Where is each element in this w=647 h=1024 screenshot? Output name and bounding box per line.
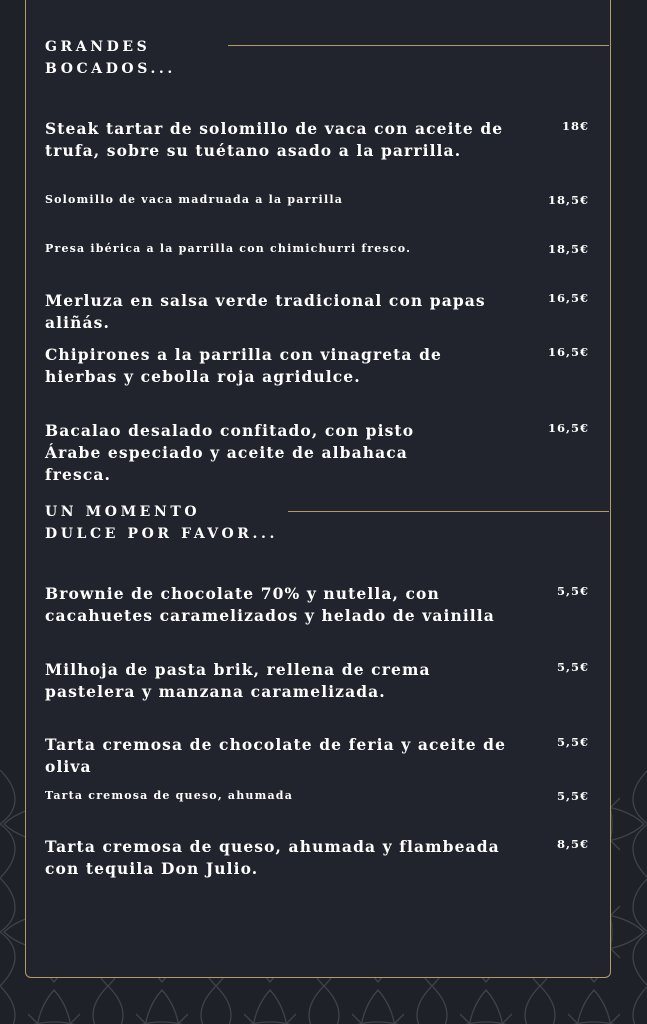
section-divider: [288, 511, 609, 512]
menu-item-name: Milhoja de pasta brik, rellena de crema pastelera y manzana caramelizada.: [45, 660, 431, 701]
menu-item-name: Merluza en salsa verde tradicional con papas aliñás.: [45, 291, 486, 332]
section-title-grandes-bocados: [45, 36, 176, 80]
section-title-line: BOCADOS...: [45, 61, 176, 77]
section-title-line: DULCE POR FAVOR...: [45, 526, 278, 542]
menu-item-name: Solomillo de vaca madruada a la parrilla: [45, 193, 344, 206]
menu-item-name: Steak tartar de solomillo de vaca con aceite de trufa, sobre su tuétano asado a la parrilla.: [45, 119, 504, 160]
menu-item-price: 18,5€: [547, 193, 589, 207]
menu-item-price: 16,5€: [547, 345, 589, 359]
menu-item-price: 5,5€: [556, 584, 589, 598]
menu-item-price: 8,5€: [556, 837, 589, 851]
menu-item-name: Presa ibérica a la parrilla con chimichurri fresco.: [45, 242, 412, 255]
menu-item-name: Tarta cremosa de queso, ahumada: [45, 789, 294, 802]
menu-item-price: 18€: [561, 119, 589, 133]
menu-item-name: Brownie de chocolate 70% y nutella, con cacahuetes caramelizados y helado de vainilla: [45, 584, 495, 625]
section-title-line: UN MOMENTO: [45, 504, 201, 520]
menu-item-price: 5,5€: [556, 789, 589, 803]
menu-item-price: 18,5€: [547, 242, 589, 256]
menu-item-name: Tarta cremosa de chocolate de feria y aceite de oliva: [45, 735, 507, 776]
menu-item-price: 16,5€: [547, 421, 589, 435]
section-title-line: GRANDES: [45, 39, 151, 55]
menu-item-name: Bacalao desalado confitado, con pisto Árabe especiado y aceite de albahaca fresca.: [45, 421, 415, 484]
menu-item-price: 5,5€: [556, 735, 589, 749]
section-divider: [228, 45, 609, 46]
menu-item-price: 16,5€: [547, 291, 589, 305]
menu-item-price: 5,5€: [556, 660, 589, 674]
section-title-un-momento-dulce: [45, 501, 278, 545]
menu-item-name: Chipirones a la parrilla con vinagreta de hierbas y cebolla roja agridulce.: [45, 345, 442, 386]
menu-item-name: Tarta cremosa de queso, ahumada y flambeada con tequila Don Julio.: [45, 837, 500, 878]
